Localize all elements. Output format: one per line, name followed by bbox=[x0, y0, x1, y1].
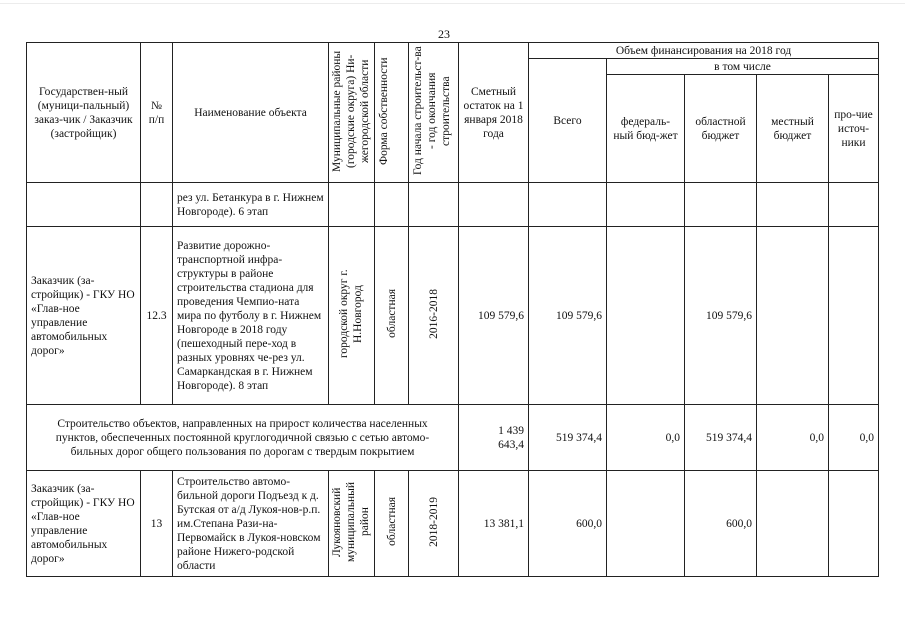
cell-local bbox=[757, 227, 829, 405]
cell-total: 519 374,4 bbox=[529, 405, 607, 471]
header-local: местный бюджет bbox=[757, 75, 829, 183]
cell-num: 12.3 bbox=[141, 227, 173, 405]
header-num: № п/п bbox=[141, 43, 173, 183]
header-customer: Государствен-ный (муници-пальный) заказ-чик / Заказчик (застройщик) bbox=[27, 43, 141, 183]
cell-federal: 0,0 bbox=[607, 405, 685, 471]
header-regional: областной бюджет bbox=[685, 75, 757, 183]
header-financing: Объем финансирования на 2018 год bbox=[529, 43, 879, 59]
table-row-12-3 bbox=[27, 227, 879, 405]
header-ownership-text: Форма собственности bbox=[377, 56, 390, 165]
cell-empty bbox=[27, 183, 141, 227]
header-ownership bbox=[375, 43, 409, 183]
cell-years bbox=[409, 227, 459, 405]
cell-ownership-text: областная bbox=[385, 289, 398, 338]
header-estimate: Сметный остаток на 1 января 2018 года bbox=[459, 43, 529, 183]
cell-total: 109 579,6 bbox=[529, 227, 607, 405]
table-row-summary bbox=[27, 405, 879, 471]
cell-other bbox=[829, 471, 879, 577]
cell-customer: Заказчик (за-стройщик) - ГКУ НО «Глав-ное управление автомобильных дорог» bbox=[27, 227, 141, 405]
cell-municipality bbox=[329, 227, 375, 405]
financing-table bbox=[26, 42, 879, 577]
cell-other bbox=[829, 227, 879, 405]
cell-years-text: 2018-2019 bbox=[427, 496, 440, 547]
cell-customer: Заказчик (за-стройщик) - ГКУ НО «Глав-ное управление автомобильных дорог» bbox=[27, 471, 141, 577]
cell-empty bbox=[409, 183, 459, 227]
header-federal: федераль-ный бюд-жет bbox=[607, 75, 685, 183]
header-including: в том числе bbox=[607, 59, 879, 75]
cell-ownership bbox=[375, 227, 409, 405]
table-row-continuation bbox=[27, 183, 879, 227]
cell-municipality-text: городской округ г. Н.Новгород bbox=[337, 269, 364, 358]
table-row-13 bbox=[27, 471, 879, 577]
cell-regional: 600,0 bbox=[685, 471, 757, 577]
cell-years-text: 2016-2018 bbox=[427, 288, 440, 339]
cell-empty bbox=[141, 183, 173, 227]
cell-object: Строительство автомо-бильной дороги Подъезд к д. Бутская от а/д Лукоя-нов-р.п. им.Степана Рази-на-Первомайск в Лукоя-новском районе Нижего-родской области bbox=[173, 471, 329, 577]
header-row-1 bbox=[27, 43, 879, 59]
top-rule bbox=[0, 3, 905, 4]
cell-municipality bbox=[329, 471, 375, 577]
cell-object: Развитие дорожно-транспортной инфра-структуры в районе строительства стадиона для проведения Чемпио-ната мира по футболу в г. Нижнем Новгороде в 2018 году (пешеходный пере-ход в разных уровнях че-рез ул. Самаркандская в г. Нижнем Новгороде). 8 этап bbox=[173, 227, 329, 405]
cell-local: 0,0 bbox=[757, 405, 829, 471]
cell-local bbox=[757, 471, 829, 577]
cell-regional: 109 579,6 bbox=[685, 227, 757, 405]
header-years bbox=[409, 43, 459, 183]
cell-empty bbox=[829, 183, 879, 227]
cell-federal bbox=[607, 471, 685, 577]
cell-object: рез ул. Бетанкура в г. Нижнем Новгороде). 6 этап bbox=[173, 183, 329, 227]
cell-estimate: 13 381,1 bbox=[459, 471, 529, 577]
header-object: Наименование объекта bbox=[173, 43, 329, 183]
header-municipality bbox=[329, 43, 375, 183]
cell-empty bbox=[757, 183, 829, 227]
cell-ownership bbox=[375, 471, 409, 577]
cell-estimate: 109 579,6 bbox=[459, 227, 529, 405]
cell-federal bbox=[607, 227, 685, 405]
cell-regional: 519 374,4 bbox=[685, 405, 757, 471]
header-total: Всего bbox=[529, 59, 607, 183]
page-number: 23 bbox=[438, 27, 450, 41]
cell-municipality-text: Лукояновский муниципальный район bbox=[330, 481, 371, 562]
cell-empty bbox=[607, 183, 685, 227]
cell-empty bbox=[529, 183, 607, 227]
cell-num: 13 bbox=[141, 471, 173, 577]
cell-ownership-text: областная bbox=[385, 497, 398, 546]
cell-empty bbox=[329, 183, 375, 227]
cell-total: 600,0 bbox=[529, 471, 607, 577]
cell-empty bbox=[375, 183, 409, 227]
cell-other: 0,0 bbox=[829, 405, 879, 471]
header-years-text: Год начала строительст-ва - год окончания строительства bbox=[411, 46, 452, 175]
cell-years bbox=[409, 471, 459, 577]
cell-empty bbox=[459, 183, 529, 227]
header-other: про-чие источ-ники bbox=[829, 75, 879, 183]
header-municipality-text: Муниципальные районы (городские округа) Ни-жегородской области bbox=[330, 49, 371, 172]
cell-empty bbox=[685, 183, 757, 227]
cell-summary-text: Строительство объектов, направленных на прирост количества населенных пунктов, обеспеченных постоянной круглогодичной связью с сетью автомо-бильных дорог общего пользования по дорогам с твердым покрытием bbox=[27, 405, 459, 471]
cell-estimate: 1 439 643,4 bbox=[459, 405, 529, 471]
